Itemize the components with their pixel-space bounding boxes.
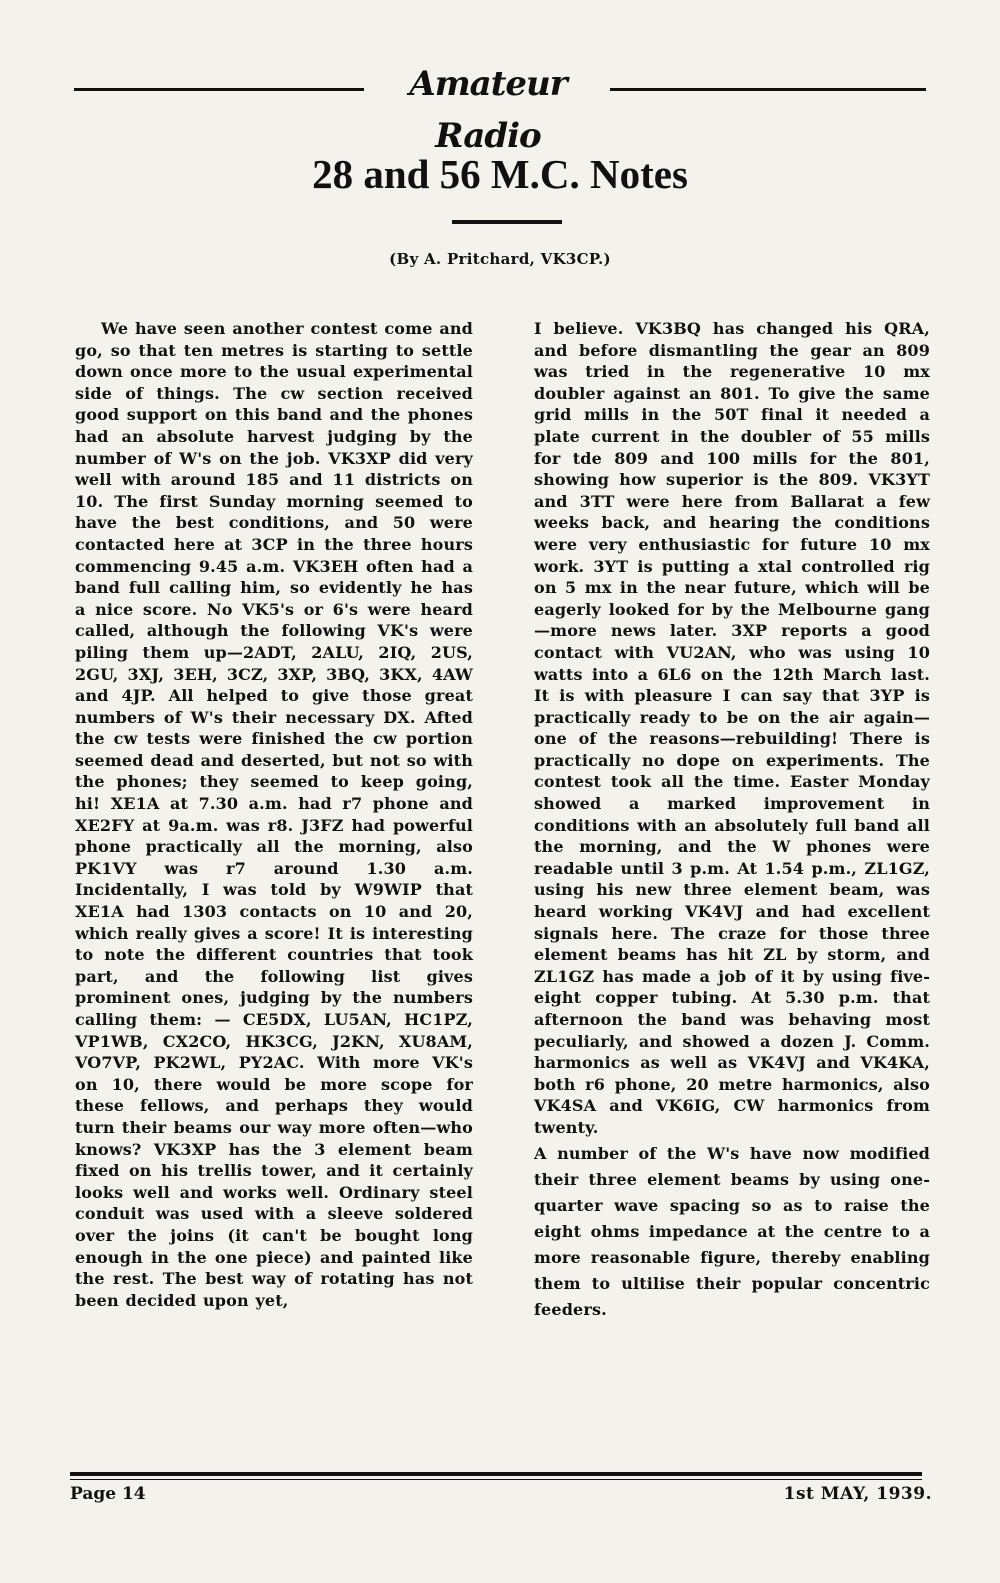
masthead-rule-right — [610, 88, 926, 91]
page-number: Page 14 — [70, 1484, 146, 1504]
article-title: 28 and 56 M.C. Notes — [312, 151, 688, 197]
article-byline: (By A. Pritchard, VK3CP.) — [389, 250, 611, 268]
article-column-left — [75, 318, 473, 1311]
title-divider — [452, 220, 562, 224]
masthead-logo: Amateur Radio — [409, 64, 567, 156]
footer-rule-thin — [70, 1479, 922, 1480]
right-column-tail-text: A number of the W's have now modified their three element beams by using one-quarter wave spacing so as to raise the eight ohms impedance at the centre to a more reasonable figure, thereby enabling them to ultilise their popular concentric feeders. — [534, 1143, 930, 1319]
masthead-rule-left — [74, 88, 364, 91]
masthead — [70, 58, 930, 156]
left-column-text: We have seen another contest come and go, so that ten metres is starting to settle down once more to the usual experimental side of things. The cw section received good support on this band and the phones had an absolute harvest judging by the number of W's on the job. VK3XP did very well with around 185 and 11 districts on 10. The first Sunday morning seemed to have the best conditions, and 50 were contacted here at 3CP in the three hours commencing 9.45 a.m. VK3EH often had a band full calling him, so evidently he has a nice score. No VK5's or 6's were heard called, although the following VK's were piling them up—2ADT, 2ALU, 2IQ, 2US, 2GU, 3XJ, 3EH, 3CZ, 3XP, 3BQ, 3KX, 4AW and 4JP. All helped to give those great numbers of W's their necessary DX. Afted the cw tests were finished the cw portion seemed dead and deserted, but not so with the phones; they seemed to keep going, hi! XE1A at 7.30 a.m. had r7 phone and XE2FY at 9a.m. was r8. J3FZ had powerful phone practically all the morning, also PK1VY was r7 around 1.30 a.m. Incidentally, I was told by W9WIP that XE1A had 1303 contacts on 10 and 20, which really gives a score! It is interesting to note the different countries that took part, and the following list gives prominent ones, judging by the numbers calling them: — CE5DX, LU5AN, HC1PZ, VP1WB, CX2CO, HK3CG, J2KN, XU8AM, VO7VP, PK2WL, PY2AC. With more VK's on 10, there would be more scope for these fellows, and perhaps they would turn their beams our way more often—who knows? VK3XP has the 3 element beam fixed on his trellis tower, and it certainly looks well and works well. Ordinary steel conduit was used with a sleeve soldered over the joins (it can't be bought long enough in the one piece) and painted like the rest. The best way of rotating has not been decided upon yet, — [75, 319, 473, 1310]
issue-date: 1st MAY, 1939. — [783, 1484, 932, 1504]
footer-rule — [70, 1472, 922, 1476]
article-column-right — [534, 318, 930, 1323]
right-column-text: I believe. VK3BQ has changed his QRA, and before dismantling the gear an 809 was tried in the regenerative 10 mx doubler against an 801. To give the same grid mills in the 50T final it needed a plate current in the doubler of 55 mills for tde 809 and 100 mills for the 801, showing how superior is the 809. VK3YT and 3TT were here from Ballarat a few weeks back, and hearing the conditions were very enthusiastic for future 10 mx work. 3YT is putting a xtal controlled rig on 5 mx in the near future, which will be eagerly looked for by the Melbourne gang—more news later. 3XP reports a good contact with VU2AN, who was using 10 watts into a 6L6 on the 12th March last. It is with pleasure I can say that 3YP is practically ready to be on the air again—one of the reasons—rebuilding! There is practically no dope on experiments. The contest took all the time. Easter Monday showed a marked improvement in conditions with an absolutely full band all the morning, and the W phones were readable until 3 p.m. At 1.54 p.m., ZL1GZ, using his new three element beam, was heard working VK4VJ and had excellent signals here. The craze for those three element beams has hit ZL by storm, and ZL1GZ has made a job of it by using five-eight copper tubing. At 5.30 p.m. that afternoon the band was behaving most peculiarly, and showed a dozen J. Comm. harmonics as well as VK4VJ and VK4KA, both r6 phone, 20 metre harmonics, also VK4SA and VK6IG, CW harmonics from twenty. — [534, 319, 930, 1137]
